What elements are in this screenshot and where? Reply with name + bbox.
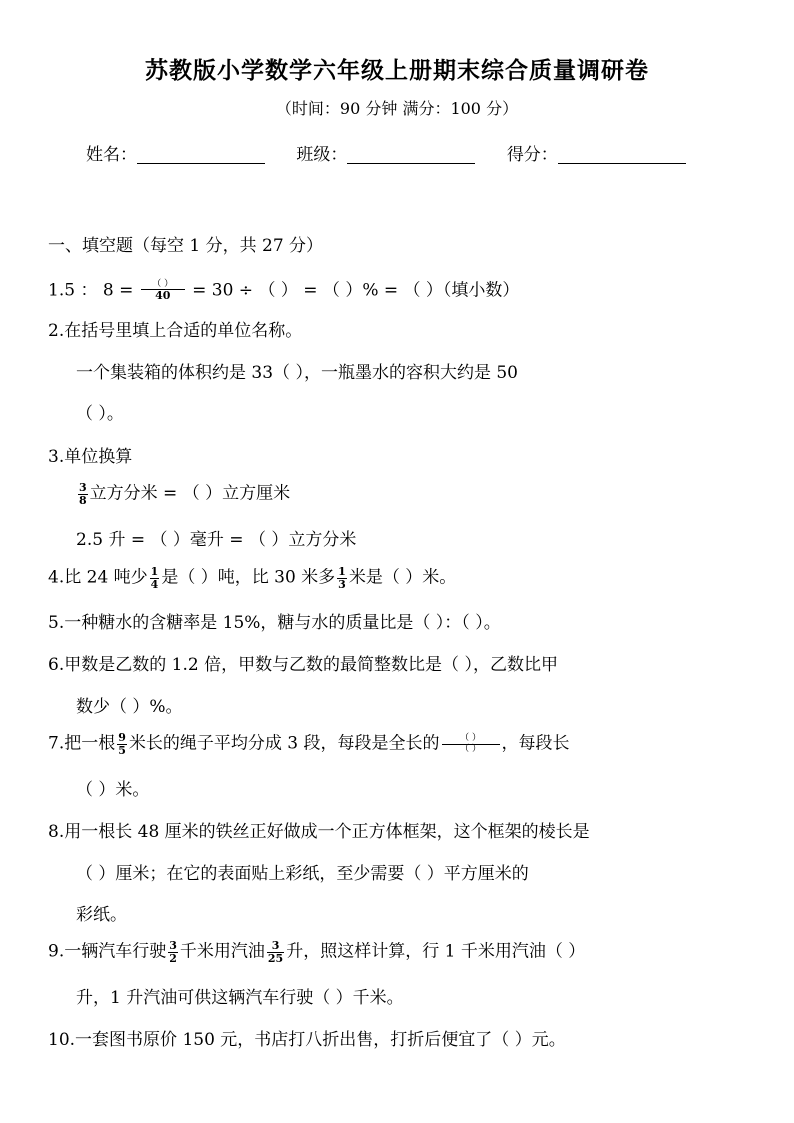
question-10: 10.一套图书原价 150 元，书店打八折出售，打折后便宜了（ ）元。 [48,1030,566,1050]
q1-fraction [141,280,185,302]
q3-line1-wrap [76,482,290,506]
q9-f2-den: 25 [267,951,284,965]
q4-f1-den: 4 [150,577,159,591]
q3-line2: 2.5 升 = （ ）毫升 = （ ）立方分米 [76,530,357,550]
q1-frac-num[interactable]: （ ） [141,280,185,290]
q4-f2-num: 1 [338,565,346,578]
q9-fraction-2 [267,940,284,964]
question-4 [48,566,456,590]
q9-part3: 升，照这样计算，行 1 千米用汽油（ ） [286,941,586,962]
q7-f2-num[interactable]: （ ） [442,734,500,744]
q3-frac-num: 3 [79,481,87,494]
q9-fraction-1 [168,940,178,964]
q4-part2: 是（ ）吨，比 30 米多 [161,567,336,588]
student-info-row [86,140,712,165]
q2-line1: 一个集装箱的体积约是 33（ ），一瓶墨水的容积大约是 50 [76,363,518,383]
name-field [86,140,265,165]
q4-f2-den: 3 [338,577,346,591]
question-8-line1: 8.用一根长 48 厘米的铁丝正好做成一个正方体框架，这个框架的棱长是 [48,822,590,842]
name-blank[interactable] [137,145,265,164]
page-title: 苏教版小学数学六年级上册期末综合质量调研卷 [145,57,649,84]
question-7-line2: （ ）米。 [76,780,150,800]
q7-f2-den[interactable]: （ ） [460,743,481,754]
score-field [507,140,686,165]
question-6-line1: 6.甲数是乙数的 1.2 倍，甲数与乙数的最简整数比是（ ），乙数比甲 [48,655,558,675]
q3-fraction [78,482,88,506]
q4-fraction-1 [150,566,160,590]
q7-fraction-1 [117,732,127,756]
q1-frac-den: 40 [155,289,171,303]
class-field [296,140,475,165]
question-8-line3: 彩纸。 [76,905,127,925]
q9-part1: 9.一辆汽车行驶 [48,941,167,962]
section-heading: 一、填空题（每空 1 分，共 27 分） [48,236,324,256]
q4-part1: 4.比 24 吨少 [48,567,148,588]
question-1 [48,280,519,302]
question-3: 3.单位换算 [48,447,133,467]
q2-line2: （ ）。 [76,404,124,424]
q7-fraction-2 [442,734,500,754]
q9-f2-num: 3 [267,940,284,953]
score-blank[interactable] [558,145,686,164]
question-7 [48,732,570,756]
name-label: 姓名： [86,145,137,165]
q7-f1-den: 5 [118,743,126,757]
q4-f1-num: 1 [150,565,159,578]
q7-part1: 7.把一根 [48,733,116,754]
question-9-line2: 升，1 升汽油可供这辆汽车行驶（ ）千米。 [76,988,404,1008]
q4-part3: 米是（ ）米。 [348,567,457,588]
question-9 [48,940,585,964]
question-2: 2.在括号里填上合适的单位名称。 [48,321,303,341]
question-6-line2: 数少（ ）%。 [76,697,183,717]
question-8-line2: （ ）厘米；在它的表面贴上彩纸，至少需要（ ）平方厘米的 [76,864,529,884]
question-5: 5.一种糖水的含糖率是 15%，糖与水的质量比是（ ）：（ ）。 [48,613,501,633]
q3-line1: 立方分米 = （ ）立方厘米 [89,483,291,504]
q7-f1-num: 9 [118,731,126,744]
q1-suffix: = 30 ÷ （ ） = （ ）% = （ ）（填小数） [192,280,520,301]
q1-prefix: 1.5 ： 8 = [48,280,134,301]
q4-fraction-2 [337,566,347,590]
q7-part2: 米长的绳子平均分成 3 段，每段是全长的 [128,733,440,754]
exam-time-info: （时间：90 分钟 满分：100 分） [275,99,519,118]
q3-frac-den: 8 [79,493,87,507]
q7-part3: ，每段长 [501,733,570,754]
score-label: 得分： [506,145,558,165]
class-label: 班级： [296,145,348,165]
q9-f1-den: 2 [169,951,177,965]
q9-f1-num: 3 [169,939,177,952]
q9-part2: 千米用汽油 [179,941,265,962]
class-blank[interactable] [347,145,475,164]
